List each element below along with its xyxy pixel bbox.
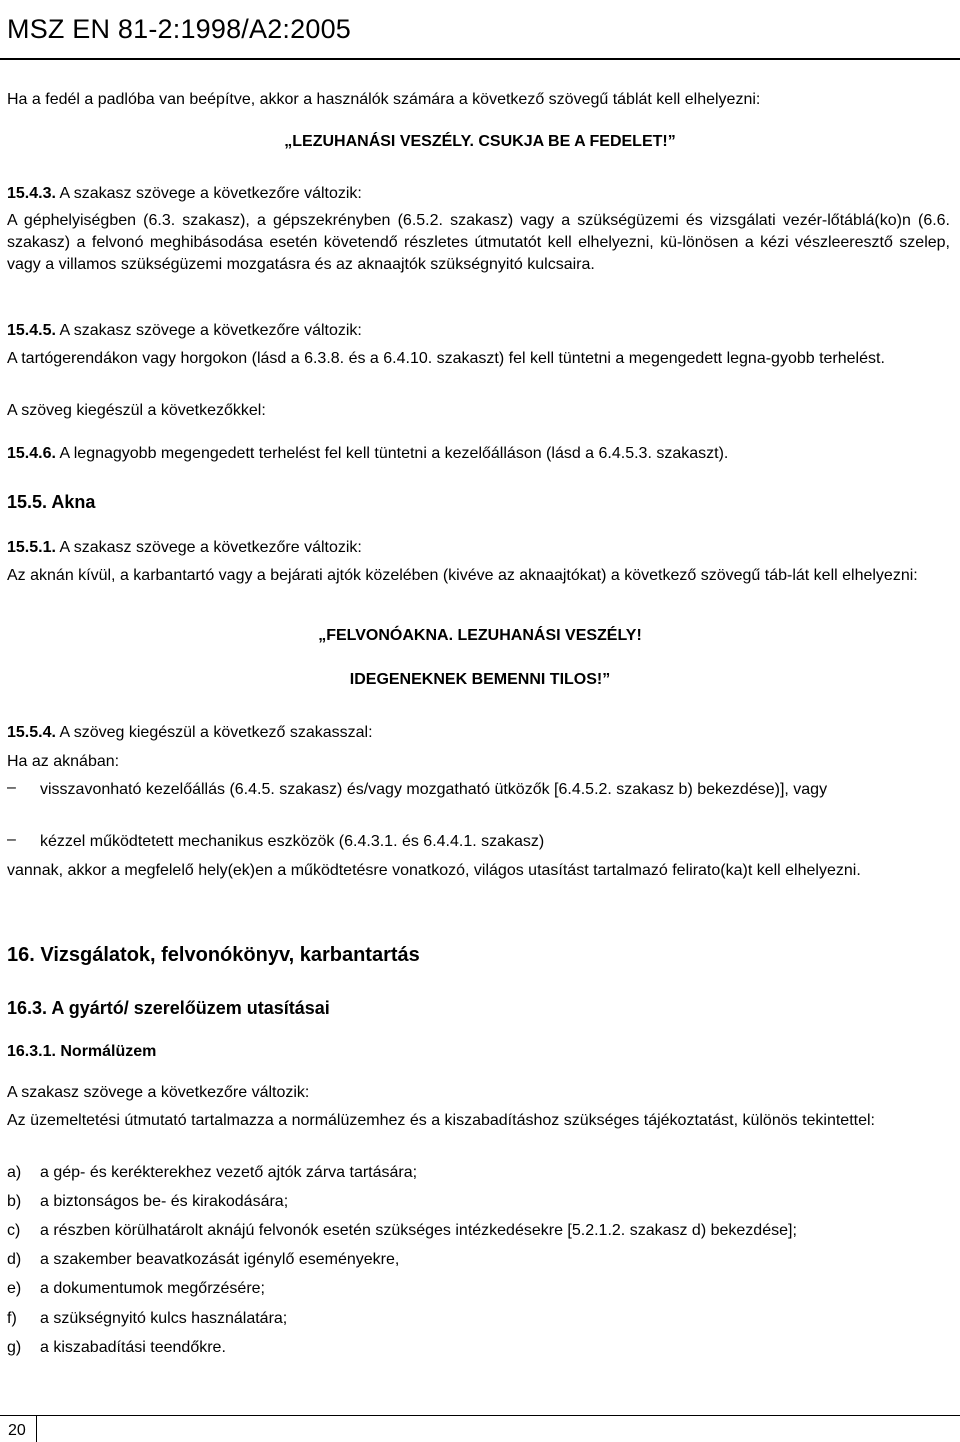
list-label: f) <box>7 1310 17 1327</box>
list-item: a biztonságos be- és kirakodására; <box>40 1193 289 1210</box>
section-number: 15.4.3. <box>7 185 56 202</box>
list-label: e) <box>7 1280 22 1297</box>
paragraph-beams: A tartógerendákon vagy horgokon (lásd a 6.3.8. és a 6.4.10. szakaszt) fel kell tüntetni a megengedett legna-gyobb terhelést. <box>7 350 885 367</box>
dash-marker: – <box>7 779 16 796</box>
dash-item: visszavonható kezelőállás (6.4.5. szakasz) és/vagy mozgatható ütközők [6.4.5.2. szakasz b) bekezdése)], vagy <box>40 781 828 798</box>
dash-marker: – <box>7 831 16 848</box>
paragraph-supplement: A szöveg kiegészül a következőkkel: <box>7 402 266 419</box>
section-text: A legnagyobb megengedett terhelést fel kell tüntetni a kezelőálláson (lásd a 6.4.5.3. szakaszt). <box>59 445 729 462</box>
page-number: 20 <box>8 1422 26 1439</box>
header-rule <box>0 58 960 60</box>
footer-rule <box>0 1415 960 1416</box>
section-15-5-1 <box>7 537 362 559</box>
section-number: 15.5.1. <box>7 539 56 556</box>
section-note: A szakasz szövege a következőre változik: <box>59 322 362 339</box>
list-item: a gép- és kerékterekhez vezető ajtók zárva tartására; <box>40 1164 418 1181</box>
section-15-4-3 <box>7 183 362 205</box>
section-note: A szakasz szövege a következőre változik: <box>59 539 362 556</box>
footer-divider <box>36 1415 37 1442</box>
paragraph-if-in-shaft: Ha az aknában: <box>7 753 120 770</box>
list-label: d) <box>7 1251 22 1268</box>
paragraph-operating-manual: Az üzemeltetési útmutató tartalmazza a normálüzemhez és a kiszabadításhoz szükséges tájékoztatást, különös tekintettel: <box>7 1112 875 1129</box>
list-label: b) <box>7 1193 22 1210</box>
warning-sign-text: „LEZUHANÁSI VESZÉLY. CSUKJA BE A FEDELET!” <box>284 133 676 150</box>
section-15-4-6 <box>7 443 728 465</box>
heading-16-3: 16.3. A gyártó/ szerelőüzem utasításai <box>7 998 330 1018</box>
paragraph-section-changes: A szakasz szövege a következőre változik: <box>7 1084 310 1101</box>
shaft-sign-line-1: „FELVONÓAKNA. LEZUHANÁSI VESZÉLY! <box>318 627 642 644</box>
list-label: a) <box>7 1164 22 1181</box>
paragraph-instructions: vannak, akkor a megfelelő hely(ek)en a működtetésre vonatkozó, világos utasítást tartalmazó felirato(ka)t kell elhelyezni. <box>7 862 861 879</box>
section-15-5-4 <box>7 722 373 744</box>
list-item: a részben körülhatárolt aknájú felvonók esetén szükséges intézkedésekre [5.2.1.2. szakasz d) bekezdése]; <box>40 1222 797 1239</box>
heading-15-5: 15.5. Akna <box>7 492 96 512</box>
intro-paragraph: Ha a fedél a padlóba van beépítve, akkor a használók számára a következő szövegű táblát kell elhelyezni: <box>7 91 761 108</box>
list-item: a dokumentumok megőrzésére; <box>40 1280 265 1297</box>
section-15-4-5 <box>7 320 362 342</box>
list-item: a kiszabadítási teendőkre. <box>40 1339 226 1356</box>
list-item: a szükségnyitó kulcs használatára; <box>40 1310 288 1327</box>
heading-16-3-1: 16.3.1. Normálüzem <box>7 1043 157 1060</box>
list-label: g) <box>7 1339 22 1356</box>
dash-item: kézzel működtetett mechanikus eszközök (6.4.3.1. és 6.4.4.1. szakasz) <box>40 833 545 850</box>
list-item: a szakember beavatkozását igénylő eseményekre, <box>40 1251 400 1268</box>
section-note: A szöveg kiegészül a következő szakasszal: <box>59 724 373 741</box>
section-number: 15.4.6. <box>7 445 56 462</box>
heading-16: 16. Vizsgálatok, felvonókönyv, karbantartás <box>7 944 420 966</box>
document-header-title: MSZ EN 81-2:1998/A2:2005 <box>7 14 352 44</box>
list-label: c) <box>7 1222 21 1239</box>
paragraph-shaft-sign: Az aknán kívül, a karbantartó vagy a bejárati ajtók közelében (kivéve az aknaajtókat) a következő szövegű táb-lát kell elhelyezni: <box>7 567 918 584</box>
section-note: A szakasz szövege a következőre változik: <box>59 185 362 202</box>
paragraph-machine-room: A géphelyiségben (6.3. szakasz), a gépszekrényben (6.5.2. szakasz) vagy a szükségüzemi és vizsgálati vezér-lőtáblá(ko)n (6.6. szakasz) a felvonó meghibásodása esetén követendő részletes útmutatót kell elhelyezni, kü-lönösen a kézi vészleeresztő szelep, vagy a villamos szükségüzemi mozgatásra és az aknaajtók szükségnyitó kulcsaira. <box>7 212 950 273</box>
shaft-sign-line-2: IDEGENEKNEK BEMENNI TILOS!” <box>349 671 611 688</box>
section-number: 15.5.4. <box>7 724 56 741</box>
section-number: 15.4.5. <box>7 322 56 339</box>
